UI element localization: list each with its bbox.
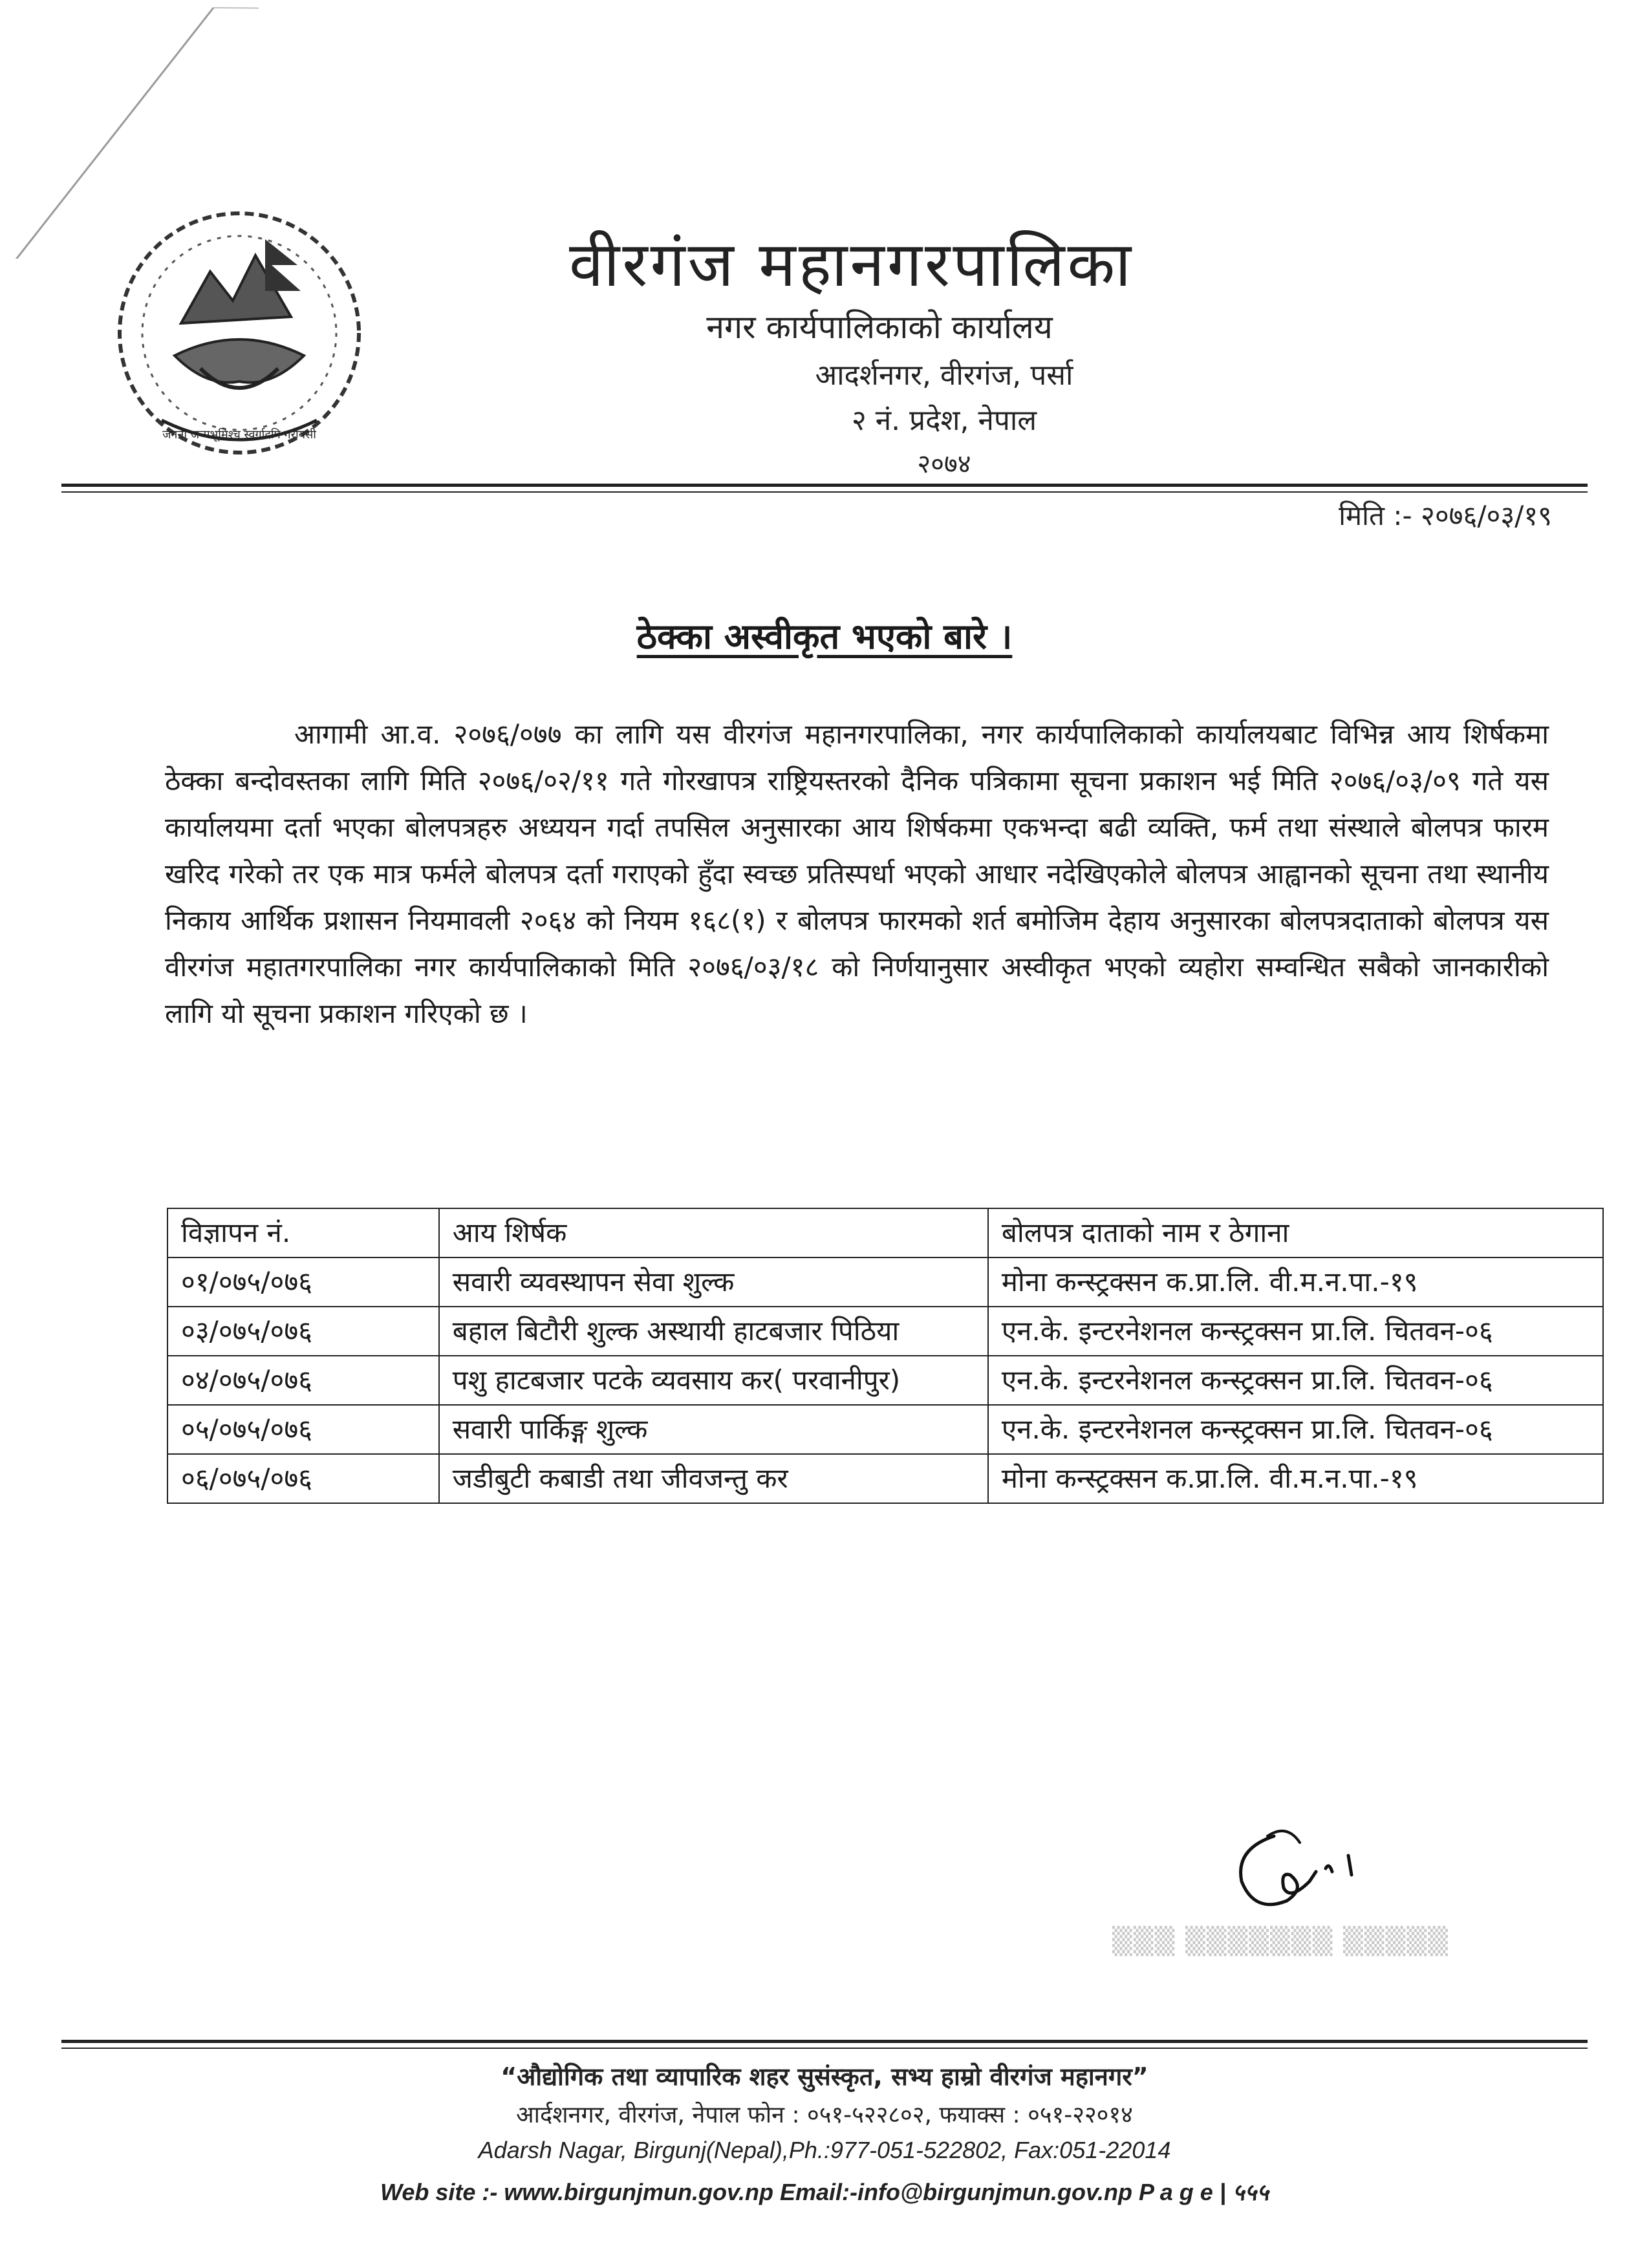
revenue-head-cell: सवारी व्यवस्थापन सेवा शुल्क	[439, 1257, 988, 1307]
notice-body: आगामी आ.व. २०७६/०७७ का लागि यस वीरगंज महानगरपालिका, नगर कार्यपालिकाको कार्यालयबाट विभिन्न आय शिर्षकमा ठेक्का बन्दोवस्तका लागि मिति २०७६/०२/११ गते गोरखापत्र राष्ट्रियस्तरको दैनिक पत्रिकामा सूचना प्रकाशन भई मिति २०७६/०३/०९ गते यस कार्यालयमा दर्ता भएका बोलपत्रहरु अध्ययन गर्दा तपसिल अनुसारका आय शिर्षकमा एकभन्दा बढी व्यक्ति, फर्म तथा संस्थाले बोलपत्र फारम खरिद गरेको तर एक मात्र फर्मले बोलपत्र दर्ता गराएको हुँदा स्वच्छ प्रतिस्पर्धा भएको आधार नदेखिएकोले बोलपत्र आह्वानको सूचना तथा स्थानीय निकाय आर्थिक प्रशासन नियमावली २०६४ को नियम १६८(१) र बोलपत्र फारमको शर्त बमोजिम देहाय अनुसारका बोलपत्रदाताको बोलपत्र यस वीरगंज महातगरपालिका नगर कार्यपालिकाको मिति २०७६/०३/१८ को निर्णयानुसार अस्वीकृत भएको व्यहोरा सम्वन्धित सबैको जानकारीको लागि यो सूचना प्रकाशन गरिएको छ ।	[165, 718, 1549, 1029]
emblem-motto: जननी जन्मभूमिश्च स्वर्गादपि गरीयसी	[162, 428, 316, 442]
notice-date: मिति :- २०७६/०३/१९	[1339, 500, 1552, 531]
table-row	[167, 1356, 1603, 1405]
bidder-cell: मोना कन्स्ट्रक्सन क.प्रा.लि. वी.म.न.पा.-१९	[988, 1454, 1603, 1503]
ad-number-cell: ०५/०७५/०७६	[167, 1405, 439, 1454]
signature-icon	[1229, 1810, 1436, 1920]
ad-number-cell: ०१/०७५/०७६	[167, 1257, 439, 1307]
table-row	[167, 1405, 1603, 1454]
bidder-cell: एन.के. इन्टरनेशनल कन्स्ट्रक्सन प्रा.लि. चितवन-०६	[988, 1356, 1603, 1405]
footer-address-np: आर्दशनगर, वीरगंज, नेपाल फोन : ०५१-५२२८०२, फयाक्स : ०५१-२२०१४	[516, 2102, 1133, 2128]
revenue-head-cell: सवारी पार्किङ्ग शुल्क	[439, 1405, 988, 1454]
ad-number-cell: ०३/०७५/०७६	[167, 1307, 439, 1356]
column-header: बोलपत्र दाताको नाम र ठेगाना	[988, 1208, 1603, 1257]
rejected-bids-table	[167, 1208, 1604, 1504]
table-row	[167, 1307, 1603, 1356]
bidder-cell: एन.के. इन्टरनेशनल कन्स्ट्रक्सन प्रा.लि. चितवन-०६	[988, 1405, 1603, 1454]
column-header: विज्ञापन नं.	[167, 1208, 439, 1257]
revenue-head-cell: पशु हाटबजार पटके व्यवसाय कर( परवानीपुर)	[439, 1356, 988, 1405]
faint-stamp: ▒▒▒ ▒▒▒▒▒▒▒ ▒▒▒▒▒	[1112, 1927, 1449, 1956]
footer-divider	[61, 2040, 1588, 2043]
header-divider	[61, 484, 1588, 487]
revenue-head-cell: बहाल बिटौरी शुल्क अस्थायी हाटबजार पिठिया	[439, 1307, 988, 1356]
ad-number-cell: ०४/०७५/०७६	[167, 1356, 439, 1405]
office-name: नगर कार्यपालिकाको कार्यालय	[706, 308, 1053, 346]
table-header-row	[167, 1208, 1603, 1257]
table-row	[167, 1454, 1603, 1503]
footer-motto: “औद्योगिक तथा व्यापारिक शहर सुसंस्कृत, सभ्य हाम्रो वीरगंज महानगर”	[501, 2062, 1148, 2091]
footer-address-en: Adarsh Nagar, Birgunj(Nepal),Ph.:977-051-522802, Fax:051-22014	[478, 2137, 1171, 2163]
office-address: आदर्शनगर, वीरगंज, पर्सा	[815, 359, 1073, 392]
office-province: २ नं. प्रदेश, नेपाल	[851, 404, 1037, 437]
notice-subject	[0, 611, 1649, 659]
header-year: २०७४	[917, 449, 971, 479]
table-row	[167, 1257, 1603, 1307]
municipality-name: वीरगंज महानगरपालिका	[569, 228, 1134, 301]
ad-number-cell: ०६/०७५/०७६	[167, 1454, 439, 1503]
notice-subject-text: ठेक्का अस्वीकृत भएको बारे ।	[636, 616, 1013, 657]
revenue-head-cell: जडीबुटी कबाडी तथा जीवजन्तु कर	[439, 1454, 988, 1503]
header-divider-thin	[61, 491, 1588, 493]
footer-divider-thin	[61, 2048, 1588, 2049]
footer-web-email: Web site :- www.birgunjmun.gov.np Email:-info@birgunjmun.gov.np P a g e | ५५५	[380, 2179, 1269, 2205]
column-header: आय शिर्षक	[439, 1208, 988, 1257]
bidder-cell: एन.के. इन्टरनेशनल कन्स्ट्रक्सन प्रा.लि. चितवन-०६	[988, 1307, 1603, 1356]
bidder-cell: मोना कन्स्ट्रक्सन क.प्रा.लि. वी.म.न.पा.-१९	[988, 1257, 1603, 1307]
